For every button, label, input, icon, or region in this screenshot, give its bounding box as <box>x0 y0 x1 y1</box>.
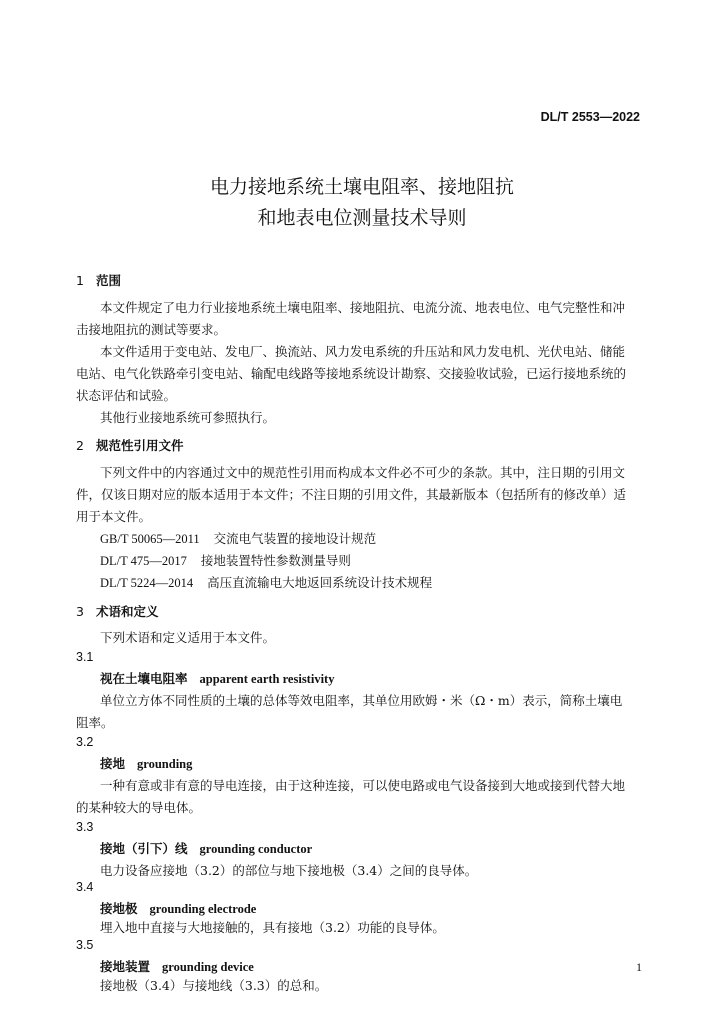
term-definition-line: 的某种较大的导电体。 <box>76 800 202 815</box>
term-en: apparent earth resistivity <box>199 672 335 686</box>
term-heading <box>100 669 334 687</box>
term-zh: 接地（引下）线 <box>100 841 188 856</box>
term-zh: 接地 <box>100 756 126 771</box>
reference-item <box>100 573 432 591</box>
document-title-line-2: 和地表电位测量技术导则 <box>257 207 467 229</box>
paragraph-line: 状态评估和试验。 <box>76 388 177 403</box>
paragraph-line: 本文件规定了电力行业接地系统土壤电阻率、接地阻抗、电流分流、地表电位、电气完整性和冲 <box>100 300 626 315</box>
term-number: 3.5 <box>76 938 94 952</box>
reference-title: 交流电气装置的接地设计规范 <box>213 531 377 546</box>
term-definition-line: 埋入地中直接与大地接触的，具有接地（3.2）功能的良导体。 <box>100 920 445 935</box>
term-definition-line: 接地极（3.4）与接地线（3.3）的总和。 <box>100 978 328 993</box>
term-heading <box>100 899 256 917</box>
term-definition-line: 电力设备应接地（3.2）的部位与地下接地极（3.4）之间的良导体。 <box>100 863 478 878</box>
page-number: 1 <box>636 960 642 974</box>
standard-number: DL/T 2553—2022 <box>540 110 640 124</box>
term-en: grounding <box>137 757 193 771</box>
term-definition-line: 一种有意或非有意的导电连接，由于这种连接，可以使电路或电气设备接到大地或接到代替大地 <box>100 778 626 793</box>
term-en: grounding conductor <box>199 842 313 856</box>
term-heading <box>100 754 192 772</box>
reference-code: DL/T 475—2017 <box>100 554 187 568</box>
term-heading <box>100 957 254 975</box>
term-number: 3.3 <box>76 820 94 834</box>
section-3-heading <box>76 602 159 620</box>
term-number: 3.4 <box>76 880 94 894</box>
term-definition-line: 单位立方体不同性质的土壤的总体等效电阻率，其单位用欧姆・米（Ω・m）表示，简称土壤电 <box>100 693 623 708</box>
reference-item <box>100 551 351 569</box>
term-heading <box>100 839 312 857</box>
paragraph-line: 击接地阻抗的测试等要求。 <box>76 322 227 337</box>
reference-item <box>100 529 376 547</box>
reference-code: DL/T 5224—2014 <box>100 576 194 590</box>
document-title-line-1: 电力接地系统土壤电阻率、接地阻抗 <box>209 176 514 198</box>
section-title: 术语和定义 <box>96 604 159 619</box>
section-number: 1 <box>76 273 84 288</box>
term-number: 3.2 <box>76 735 94 749</box>
term-en: grounding device <box>162 960 254 974</box>
section-number: 2 <box>76 438 84 453</box>
term-zh: 接地极 <box>100 901 138 916</box>
paragraph-line: 电站、电气化铁路牵引变电站、输配电线路等接地系统设计勘察、交接验收试验，已运行接地系统的 <box>76 366 627 381</box>
reference-title: 接地装置特性参数测量导则 <box>200 553 351 568</box>
paragraph-line: 下列术语和定义适用于本文件。 <box>100 630 276 645</box>
term-number: 3.1 <box>76 650 94 664</box>
term-en: grounding electrode <box>149 902 257 916</box>
reference-code: GB/T 50065—2011 <box>100 532 200 546</box>
section-number: 3 <box>76 604 84 619</box>
section-title: 范围 <box>96 273 122 288</box>
paragraph-line: 其他行业接地系统可参照执行。 <box>100 410 276 425</box>
term-zh: 接地装置 <box>100 959 151 974</box>
paragraph-line: 件，仅该日期对应的版本适用于本文件；不注日期的引用文件，其最新版本（包括所有的修改单）适 <box>76 487 627 502</box>
paragraph-line: 本文件适用于变电站、发电厂、换流站、风力发电系统的升压站和风力发电机、光伏电站、储能 <box>100 344 626 359</box>
paragraph-line: 下列文件中的内容通过文中的规范性引用而构成本文件必不可少的条款。其中，注日期的引用文 <box>100 465 626 480</box>
term-zh: 视在土壤电阻率 <box>100 671 188 686</box>
section-1-heading <box>76 271 121 289</box>
paragraph-line: 用于本文件。 <box>76 509 152 524</box>
term-definition-line: 阻率。 <box>76 715 114 730</box>
section-2-heading <box>76 436 184 454</box>
reference-title: 高压直流输电大地返回系统设计技术规程 <box>207 575 433 590</box>
section-title: 规范性引用文件 <box>96 438 184 453</box>
